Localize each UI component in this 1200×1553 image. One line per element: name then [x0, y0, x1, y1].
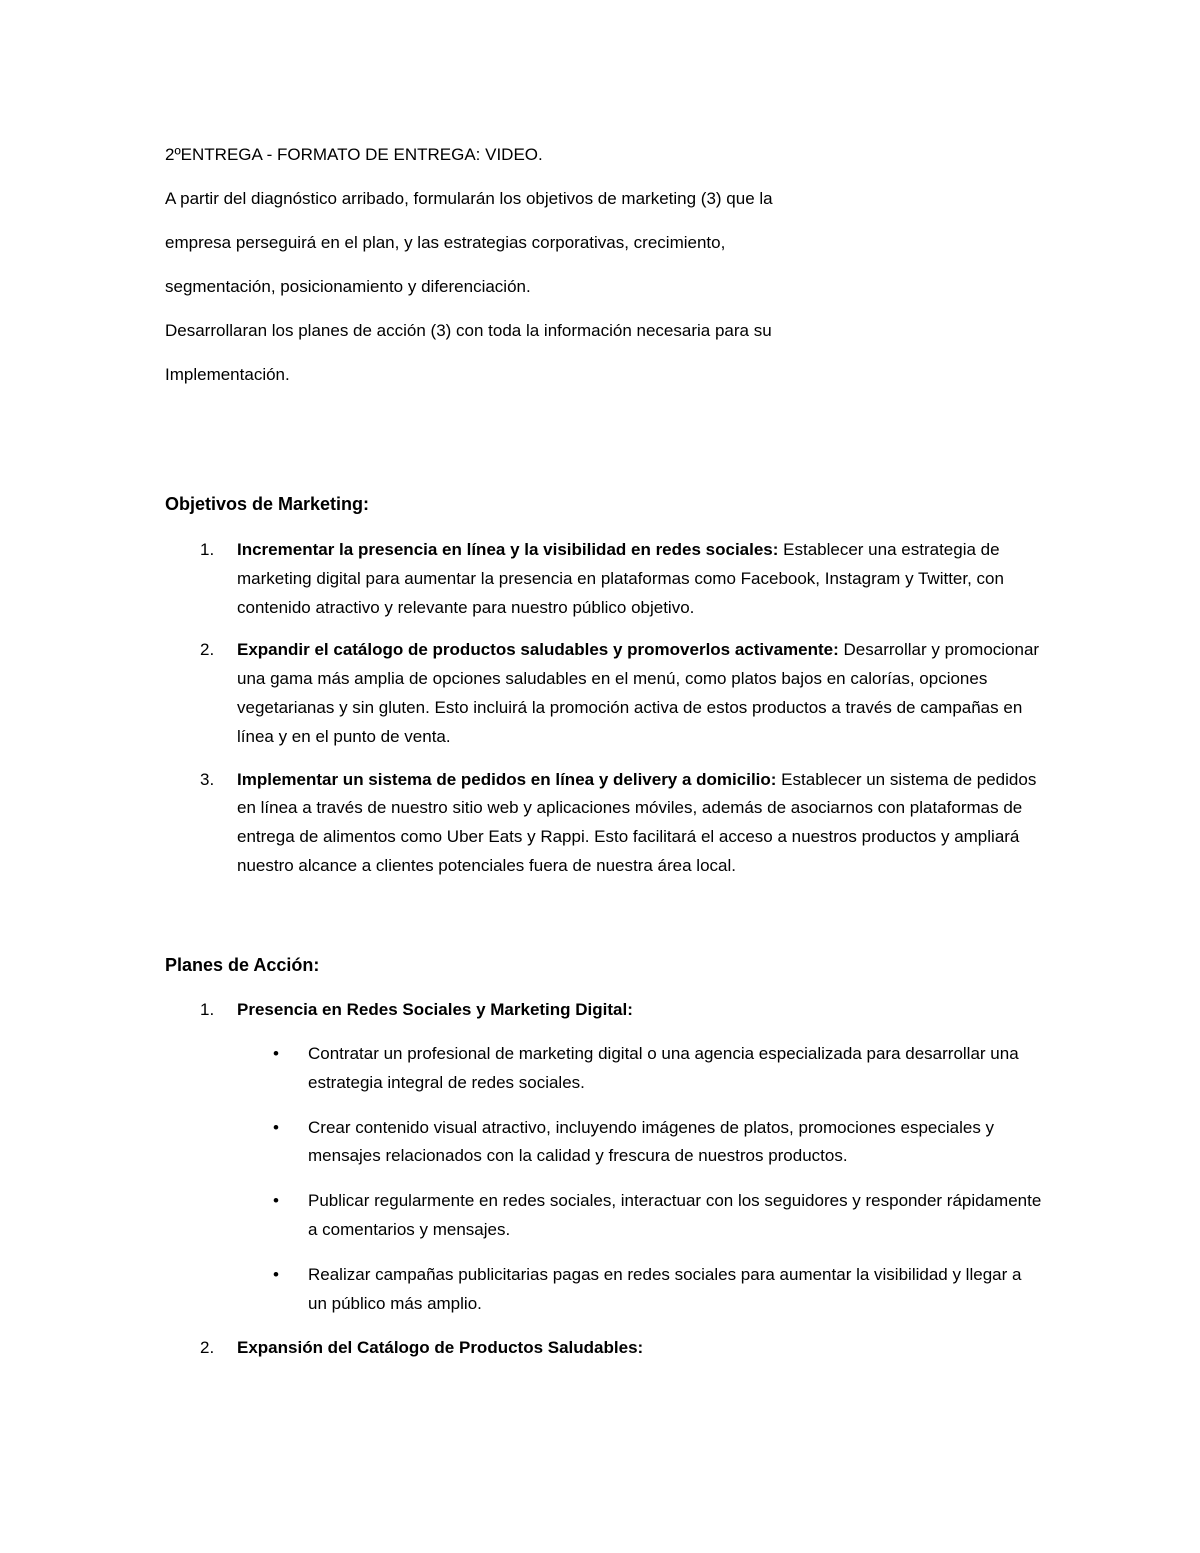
- intro-line: Implementación.: [165, 365, 290, 384]
- plan-bullets: [165, 1040, 1045, 1318]
- intro-line: segmentación, posicionamiento y diferenciación.: [165, 277, 531, 296]
- plan-title: [165, 1334, 1045, 1362]
- plan-title-text: Presencia en Redes Sociales y Marketing Digital:: [237, 1000, 633, 1019]
- plans-list: [165, 996, 1045, 1362]
- objective-number: 3.: [200, 769, 215, 789]
- objective-text: Establecer un sistema de pedidos en línea a través de nuestro sitio web y aplicaciones móviles, además de asociarnos con plataformas de entrega de alimentos como Uber Eats y Rappi. Esto facilitará el acceso a nuestros productos y ampliará nuestro alcance a clientes potenciales fuera de nuestra área local.: [237, 769, 1037, 875]
- bullet-icon: •: [273, 1044, 279, 1063]
- objective-item: [165, 766, 1045, 881]
- bullet-icon: •: [273, 1117, 279, 1137]
- intro-line: Desarrollaran los planes de acción (3) con toda la información necesaria para su: [165, 321, 772, 340]
- objectives-list: [165, 536, 1045, 895]
- plan-bullet-text: Contratar un profesional de marketing digital o una agencia especializada para desarrollar una estrategia integral de redes sociales.: [308, 1044, 1019, 1092]
- plan-title-text: Expansión del Catálogo de Productos Saludables:: [237, 1338, 644, 1358]
- intro-line: empresa perseguirá en el plan, y las estrategias corporativas, crecimiento,: [165, 233, 726, 252]
- assignment-intro: [165, 142, 1065, 406]
- plan-bullet: [165, 1187, 1045, 1245]
- plan-bullet-text: Realizar campañas publicitarias pagas en redes sociales para aumentar la visibilidad y llegar a un público más amplio.: [308, 1264, 1022, 1313]
- bullet-icon: •: [273, 1191, 279, 1211]
- intro-line: A partir del diagnóstico arribado, formularán los objetivos de marketing (3) que la: [165, 189, 773, 208]
- objective-item: [165, 536, 1045, 622]
- plan-bullet-text: Publicar regularmente en redes sociales, interactuar con los seguidores y responder rápidamente a comentarios y mensajes.: [308, 1191, 1042, 1239]
- plan-bullet: [165, 1261, 1045, 1319]
- objectives-heading: Objetivos de Marketing:: [165, 494, 370, 514]
- plan-bullet: [165, 1040, 1045, 1098]
- objective-title: Expandir el catálogo de productos saludables y promoverlos activamente:: [237, 640, 839, 660]
- plan-number: 2.: [200, 1338, 215, 1358]
- objective-number: 2.: [200, 640, 215, 660]
- plans-heading: Planes de Acción:: [165, 955, 320, 975]
- objective-number: 1.: [200, 540, 215, 559]
- bullet-icon: •: [273, 1264, 279, 1284]
- plan-title: [165, 996, 1045, 1024]
- objective-title: Implementar un sistema de pedidos en línea y delivery a domicilio:: [237, 769, 777, 789]
- objective-item: [165, 636, 1045, 751]
- objective-text: Establecer una estrategia de marketing digital para aumentar la presencia en plataformas como Facebook, Instagram y Twitter, con contenido atractivo y relevante para nuestro público objetivo.: [237, 540, 1004, 617]
- objective-title: Incrementar la presencia en línea y la visibilidad en redes sociales:: [237, 540, 779, 559]
- objective-text: Desarrollar y promocionar una gama más amplia de opciones saludables en el menú, como platos bajos en calorías, opciones vegetarianas y sin gluten. Esto incluirá la promoción activa de estos productos a través de campañas en línea y en el punto de venta.: [237, 640, 1040, 746]
- plan-number: 1.: [200, 1000, 215, 1019]
- intro-line: 2ºENTREGA - FORMATO DE ENTREGA: VIDEO.: [165, 145, 543, 164]
- plan-bullet-text: Crear contenido visual atractivo, incluyendo imágenes de platos, promociones especiales y mensajes relacionados con la calidad y frescura de nuestros productos.: [308, 1117, 995, 1166]
- plan-bullet: [165, 1114, 1045, 1172]
